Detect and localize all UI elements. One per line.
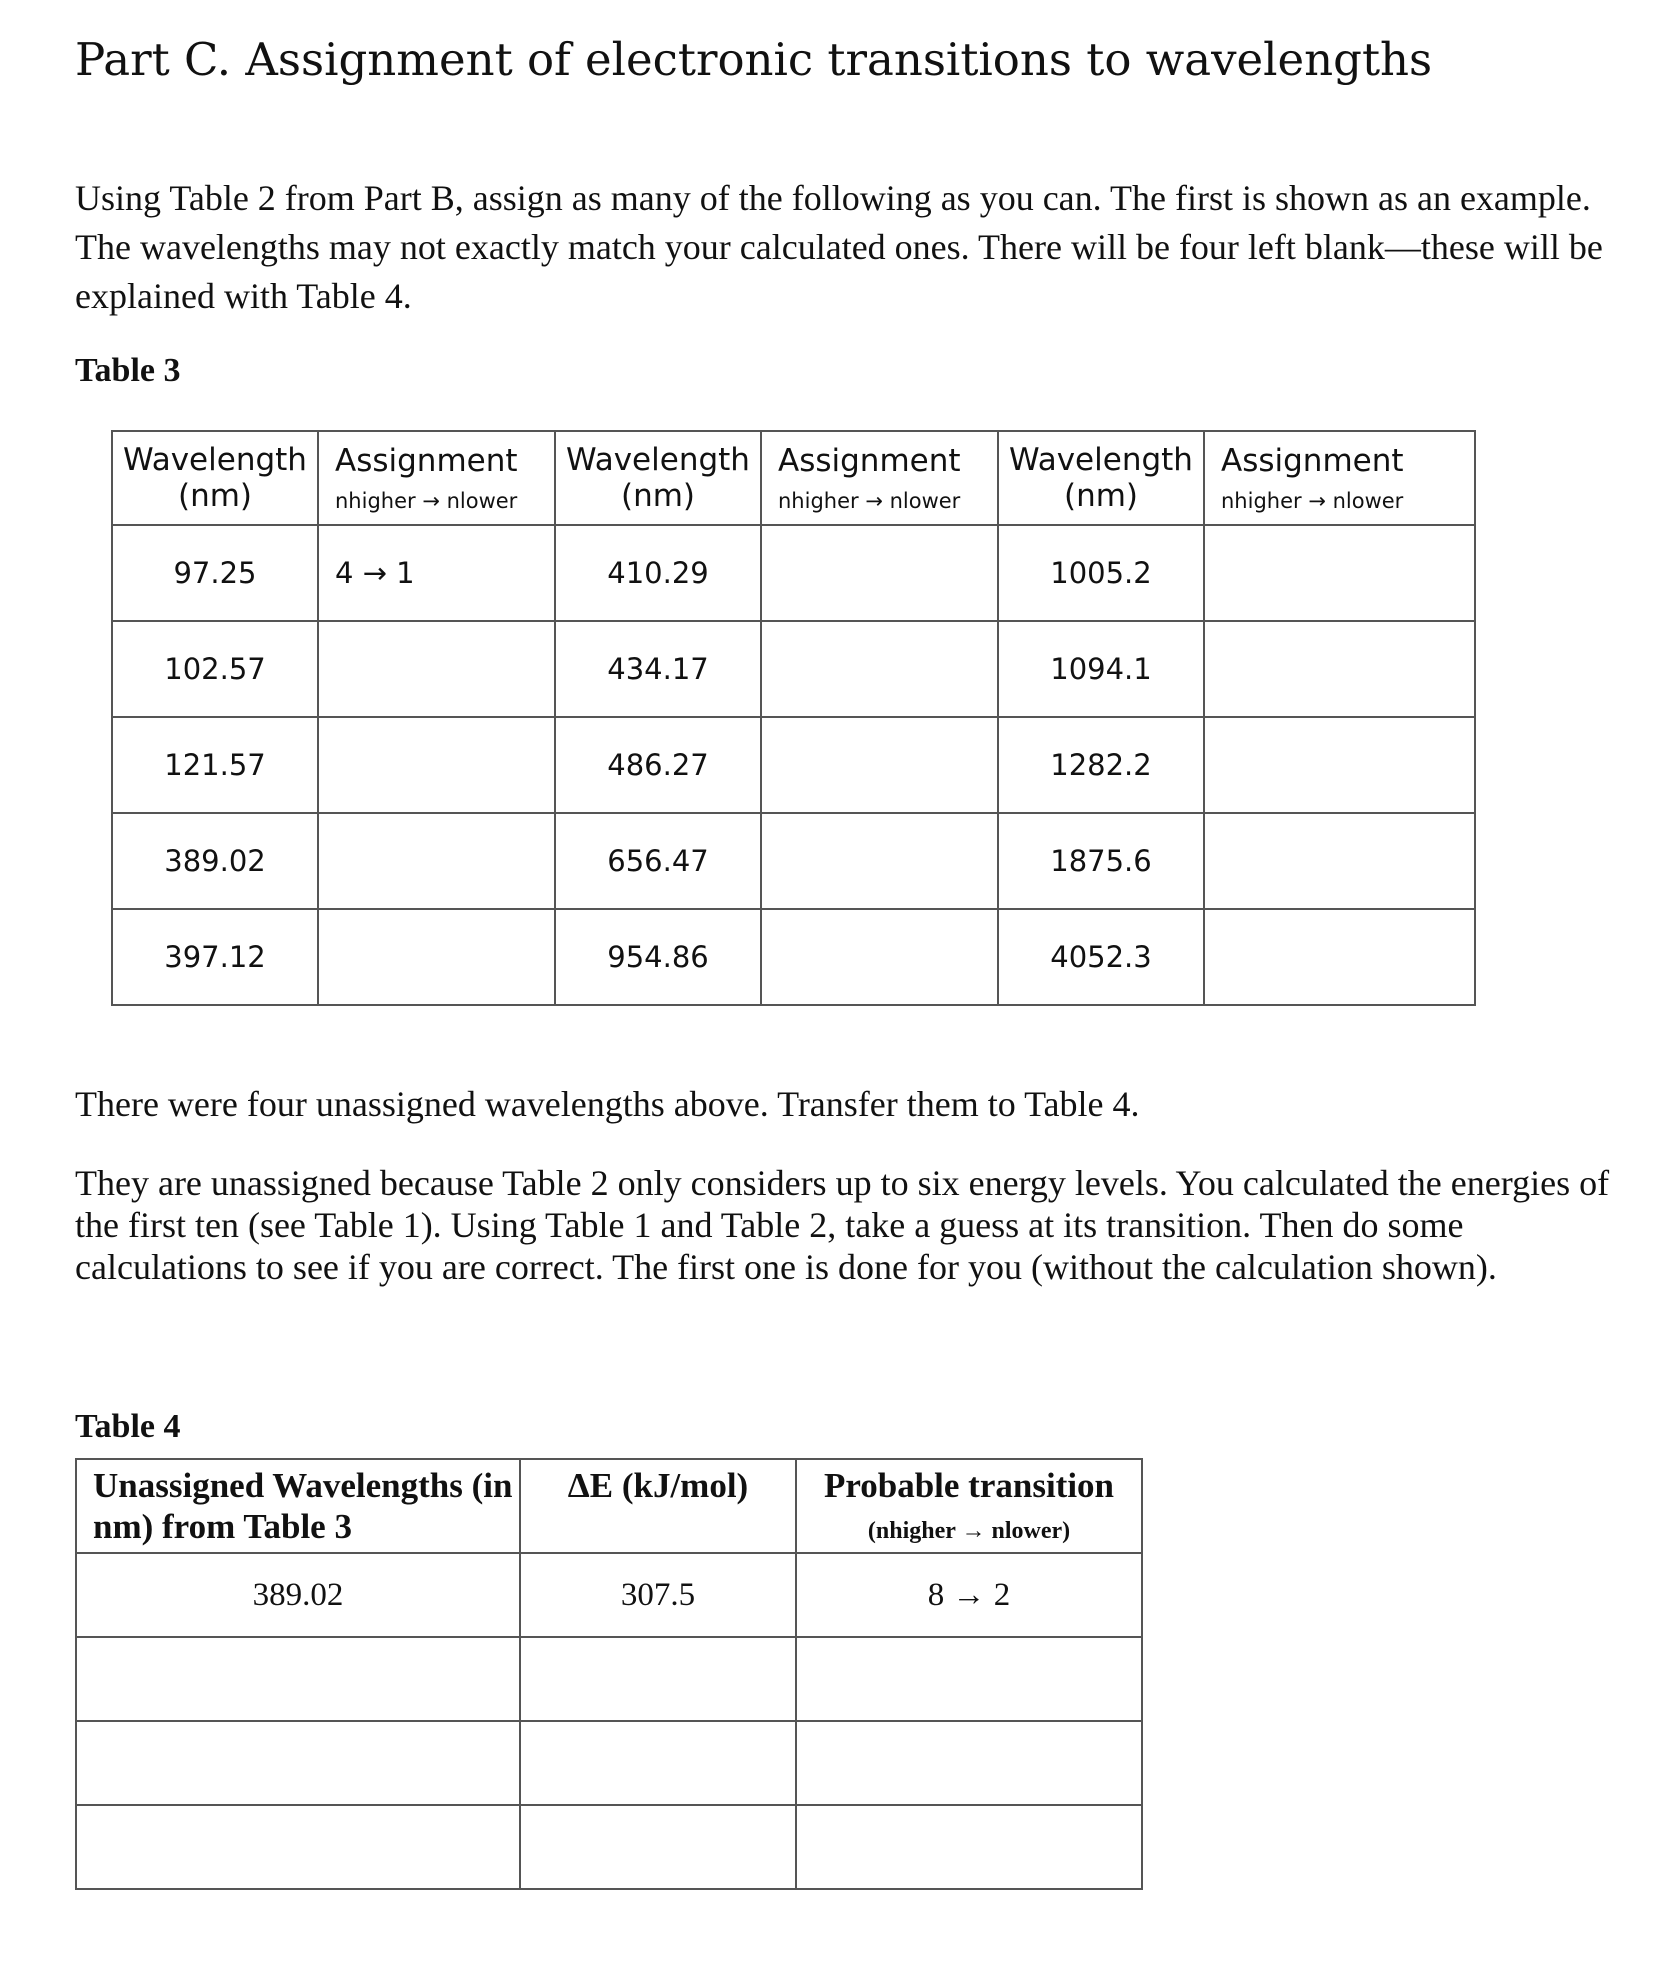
table4-header-delta-e: ΔE (kJ/mol)	[520, 1459, 796, 1553]
assignment-cell[interactable]	[1204, 525, 1475, 621]
header-assignment-subscript: nhigher → nlower	[778, 489, 961, 513]
table-row	[112, 525, 1475, 621]
wavelength-cell: 102.57	[112, 621, 318, 717]
wavelength-cell: 121.57	[112, 717, 318, 813]
assignment-cell[interactable]	[761, 813, 998, 909]
transition-cell[interactable]: 8 → 2	[796, 1553, 1142, 1637]
transfer-paragraph: There were four unassigned wavelengths above. Transfer them to Table 4.	[75, 1084, 1140, 1124]
wavelength-cell: 434.17	[555, 621, 761, 717]
wavelength-cell: 4052.3	[998, 909, 1204, 1005]
delta-e-cell[interactable]	[520, 1805, 796, 1889]
transition-cell[interactable]	[796, 1721, 1142, 1805]
wavelength-cell: 486.27	[555, 717, 761, 813]
table-row	[112, 621, 1475, 717]
wavelength-cell: 1875.6	[998, 813, 1204, 909]
wavelength-cell: 97.25	[112, 525, 318, 621]
assignment-cell[interactable]	[761, 909, 998, 1005]
wavelength-cell: 656.47	[555, 813, 761, 909]
table3-header-assignment	[1204, 431, 1475, 525]
table3-header-assignment	[761, 431, 998, 525]
table4-header-transition	[796, 1459, 1142, 1553]
header-assignment-subscript: nhigher → nlower	[1221, 489, 1404, 513]
table3-label: Table 3	[75, 352, 181, 389]
assignment-cell[interactable]	[318, 813, 555, 909]
table-row	[112, 813, 1475, 909]
page-title: Part C. Assignment of electronic transitions to wavelengths	[75, 33, 1433, 86]
assignment-cell[interactable]	[318, 621, 555, 717]
unassigned-wavelength-cell[interactable]	[76, 1721, 520, 1805]
assignment-cell[interactable]	[1204, 813, 1475, 909]
assignment-cell[interactable]: 4 → 1	[318, 525, 555, 621]
intro-paragraph: Using Table 2 from Part B, assign as many of the following as you can. The first is shown as an example. The wavelengths may not exactly match your calculated ones. There will be four left blank—these will be explained with Table 4.	[75, 178, 1603, 316]
table4-label: Table 4	[75, 1408, 181, 1445]
header-assignment-label: Assignment	[335, 443, 518, 479]
table-row	[76, 1553, 1142, 1637]
unassigned-wavelength-cell[interactable]	[76, 1805, 520, 1889]
table4-header-wavelengths: Unassigned Wavelengths (in nm) from Table 3	[76, 1459, 520, 1553]
wavelength-cell: 410.29	[555, 525, 761, 621]
transition-cell[interactable]	[796, 1637, 1142, 1721]
assignment-cell[interactable]	[1204, 909, 1475, 1005]
assignment-cell[interactable]	[761, 621, 998, 717]
wavelength-cell: 1005.2	[998, 525, 1204, 621]
delta-e-cell[interactable]	[520, 1721, 796, 1805]
table3-header-wavelength: Wavelength (nm)	[112, 431, 318, 525]
table-row	[112, 717, 1475, 813]
unassigned-wavelength-cell[interactable]: 389.02	[76, 1553, 520, 1637]
assignment-cell[interactable]	[318, 909, 555, 1005]
table3-header-wavelength: Wavelength (nm)	[555, 431, 761, 525]
assignment-cell[interactable]	[1204, 717, 1475, 813]
transition-subscript: (nhigher → nlower)	[867, 1518, 1071, 1544]
wavelength-cell: 954.86	[555, 909, 761, 1005]
table-row	[76, 1637, 1142, 1721]
table3-header-row	[112, 431, 1475, 525]
assignment-cell[interactable]	[761, 525, 998, 621]
delta-e-cell[interactable]: 307.5	[520, 1553, 796, 1637]
wavelength-cell: 1094.1	[998, 621, 1204, 717]
wavelength-cell: 397.12	[112, 909, 318, 1005]
table4	[75, 1458, 1143, 1890]
wavelength-cell: 1282.2	[998, 717, 1204, 813]
explain-paragraph: They are unassigned because Table 2 only considers up to six energy levels. You calculated the energies of the first ten (see Table 1). Using Table 1 and Table 2, take a guess at its transition. Then do some calculations to see if you are correct. The first one is done for you (without the calculation shown).	[75, 1163, 1610, 1287]
header-assignment-label: Assignment	[1221, 443, 1404, 479]
table3-header-wavelength: Wavelength (nm)	[998, 431, 1204, 525]
wavelength-cell: 389.02	[112, 813, 318, 909]
table4-header-row	[76, 1459, 1142, 1553]
transition-cell[interactable]	[796, 1805, 1142, 1889]
table3-header-assignment	[318, 431, 555, 525]
assignment-cell[interactable]	[1204, 621, 1475, 717]
assignment-cell[interactable]	[318, 717, 555, 813]
header-assignment-label: Assignment	[778, 443, 961, 479]
table-row	[112, 909, 1475, 1005]
delta-e-cell[interactable]	[520, 1637, 796, 1721]
table-row	[76, 1721, 1142, 1805]
assignment-cell[interactable]	[761, 717, 998, 813]
transition-label: Probable transition	[823, 1466, 1115, 1505]
unassigned-wavelength-cell[interactable]	[76, 1637, 520, 1721]
table-row	[76, 1805, 1142, 1889]
table3	[111, 430, 1476, 1006]
header-assignment-subscript: nhigher → nlower	[335, 489, 518, 513]
